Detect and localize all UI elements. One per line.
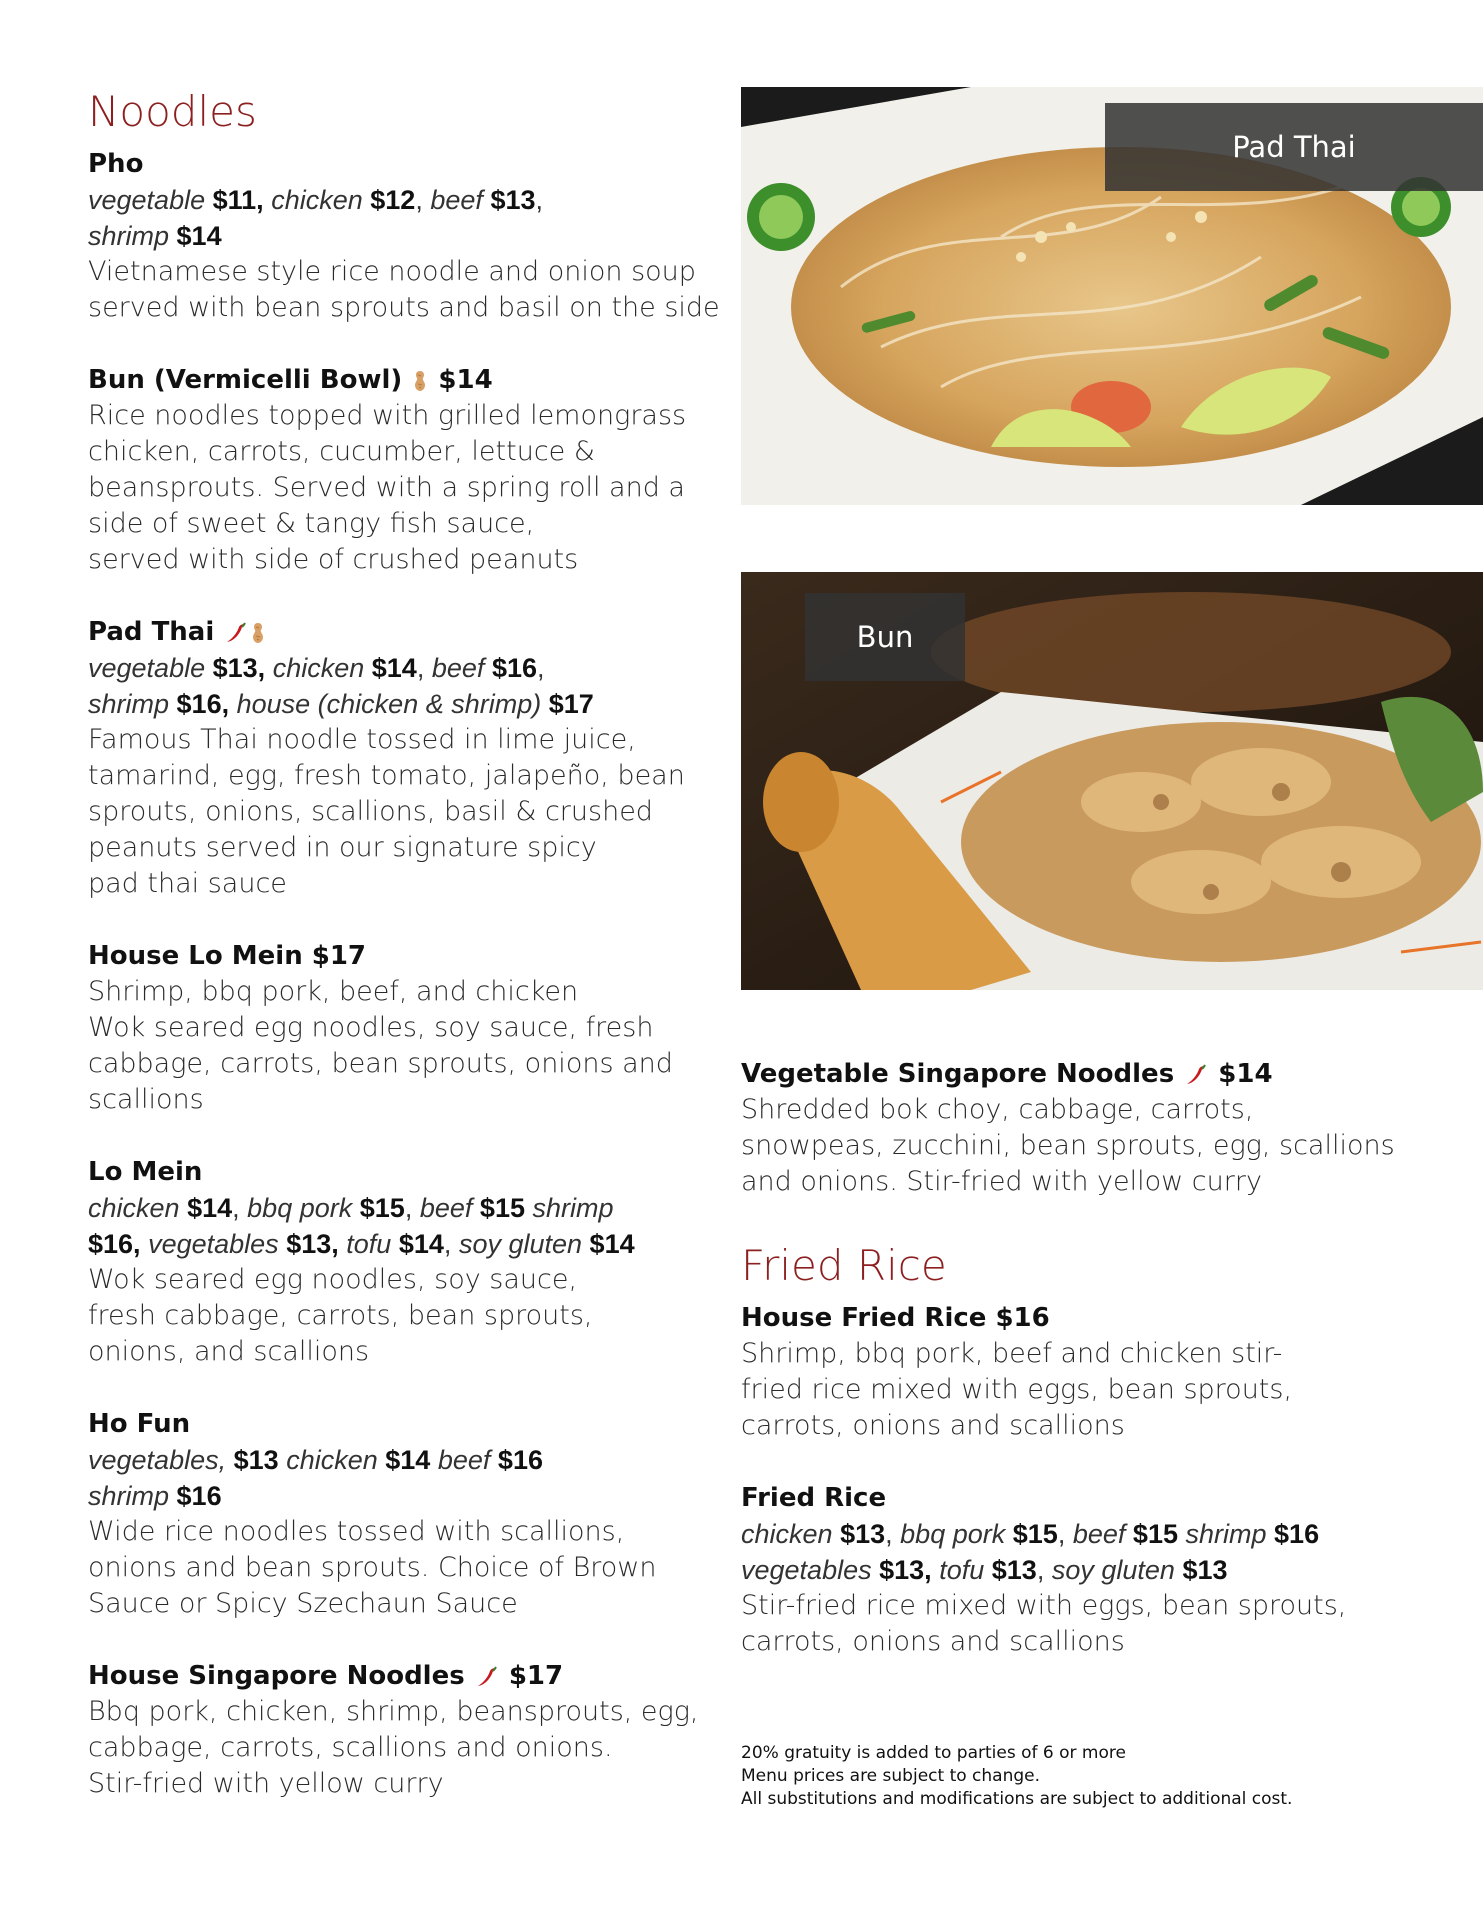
peanut-icon	[413, 370, 427, 392]
item-description	[741, 1336, 1421, 1444]
desc-line: onions, and scallions	[88, 1336, 370, 1367]
price: $13	[490, 185, 536, 215]
separator: ,	[535, 185, 544, 215]
price: $16	[491, 653, 537, 683]
item-name: House Lo Mein $17	[88, 941, 367, 971]
desc-line: Vietnamese style rice noodle and onion soup	[88, 256, 696, 287]
price: $15	[479, 1193, 525, 1223]
desc-line: Rice noodles topped with grilled lemongrass	[88, 400, 687, 431]
desc-line: Wok seared egg noodles, soy sauce,	[88, 1264, 578, 1295]
photo-label: Pad Thai	[1105, 103, 1483, 191]
desc-line: fried rice mixed with eggs, bean sprouts,	[741, 1374, 1293, 1405]
price-line	[88, 1478, 728, 1514]
desc-line: chicken, carrots, cucumber, lettuce &	[88, 436, 595, 467]
item-name	[88, 614, 728, 650]
price: $14	[438, 365, 493, 395]
price: $17	[548, 689, 594, 719]
option-label: beef	[437, 1445, 491, 1475]
price: $12	[370, 185, 416, 215]
separator: ,	[1057, 1519, 1066, 1549]
desc-line: onions and bean sprouts. Choice of Brown	[88, 1552, 657, 1583]
option-label: shrimp	[532, 1193, 614, 1223]
photo-label: Bun	[805, 593, 965, 681]
item-name-text: Vegetable Singapore Noodles	[741, 1059, 1175, 1089]
option-label: beef	[431, 653, 485, 683]
option-label: beef	[1072, 1519, 1126, 1549]
item-name	[88, 362, 728, 398]
left-column	[88, 86, 728, 1838]
option-label: shrimp	[88, 689, 170, 719]
price: $15	[1012, 1519, 1058, 1549]
item-description	[88, 722, 728, 902]
desc-line: Famous Thai noodle tossed in lime juice,	[88, 724, 636, 755]
separator: ,	[537, 653, 545, 683]
option-label: soy gluten	[1051, 1555, 1175, 1585]
desc-line: beansprouts. Served with a spring roll and a	[88, 472, 685, 503]
item-name	[88, 1658, 728, 1694]
footer-price-note: Menu prices are subject to change.	[741, 1766, 1041, 1786]
desc-line: Wide rice noodles tossed with scallions,	[88, 1516, 625, 1547]
desc-line: scallions	[88, 1084, 204, 1115]
price: $13	[991, 1555, 1037, 1585]
desc-line: pad thai sauce	[88, 868, 287, 899]
desc-line: carrots, onions and scallions	[741, 1410, 1125, 1441]
price: $16	[497, 1445, 543, 1475]
item-name-text: Bun (Vermicelli Bowl)	[88, 365, 403, 395]
option-label: chicken	[741, 1519, 833, 1549]
price-line	[741, 1552, 1421, 1588]
separator: ,	[443, 1229, 452, 1259]
option-label: beef	[419, 1193, 473, 1223]
price-line	[88, 1226, 728, 1262]
menu-item-pho	[88, 146, 728, 326]
menu-item-vegetable-singapore-noodles	[741, 1056, 1421, 1200]
footer-gratuity-note: 20% gratuity is added to parties of 6 or more	[741, 1743, 1126, 1763]
price-line	[88, 1442, 728, 1478]
chili-pepper-icon	[476, 1666, 498, 1688]
price: $13	[840, 1519, 886, 1549]
chili-pepper-icon	[225, 622, 247, 644]
price: $15	[359, 1193, 405, 1223]
option-label: shrimp	[88, 221, 170, 251]
price-line	[88, 182, 728, 218]
item-description	[88, 974, 728, 1118]
option-label: vegetable	[88, 653, 206, 683]
desc-line: tamarind, egg, fresh tomato, jalapeño, bean	[88, 760, 685, 791]
option-label: bbq pork	[247, 1193, 353, 1223]
separator: ,	[232, 1193, 240, 1223]
desc-line: served with bean sprouts and basil on the side	[88, 292, 720, 323]
price: $16,	[176, 689, 230, 719]
option-label: tofu	[346, 1229, 392, 1259]
footer-substitution-note: All substitutions and modifications are subject to additional cost.	[741, 1789, 1293, 1809]
price: $15	[1132, 1519, 1178, 1549]
desc-line: side of sweet & tangy fish sauce,	[88, 508, 535, 539]
item-name: Pho	[88, 149, 144, 179]
item-description	[741, 1092, 1421, 1200]
desc-line: snowpeas, zucchini, bean sprouts, egg, scallions	[741, 1130, 1395, 1161]
price-line	[741, 1516, 1421, 1552]
desc-line: cabbage, carrots, bean sprouts, onions and	[88, 1048, 673, 1079]
price: $14	[589, 1229, 635, 1259]
section-title-noodles: Noodles	[88, 87, 257, 136]
option-label: beef	[430, 185, 483, 215]
desc-line: Sauce or Spicy Szechaun Sauce	[88, 1588, 518, 1619]
bun-photo	[741, 572, 1483, 990]
price: $11,	[212, 185, 264, 215]
price: $17	[508, 1661, 564, 1691]
separator: ,	[1036, 1555, 1045, 1585]
desc-line: fresh cabbage, carrots, bean sprouts,	[88, 1300, 593, 1331]
desc-line: served with side of crushed peanuts	[88, 544, 579, 575]
separator: ,	[885, 1519, 893, 1549]
option-label: house (chicken & shrimp)	[236, 689, 542, 719]
item-name-text: House Singapore Noodles	[88, 1661, 465, 1691]
pad-thai-photo	[741, 87, 1483, 505]
price: $13	[1182, 1555, 1228, 1585]
footer-notes	[741, 1742, 1441, 1811]
option-label: vegetables,	[88, 1445, 227, 1475]
option-label: vegetable	[88, 185, 206, 215]
option-label: shrimp	[1185, 1519, 1267, 1549]
menu-item-house-fried-rice	[741, 1300, 1421, 1444]
option-label: bbq pork	[900, 1519, 1006, 1549]
desc-line: Shrimp, bbq pork, beef, and chicken	[88, 976, 579, 1007]
menu-item-bun	[88, 362, 728, 578]
price: $13,	[212, 653, 266, 683]
desc-line: Wok seared egg noodles, soy sauce, fresh	[88, 1012, 654, 1043]
separator: ,	[404, 1193, 413, 1223]
price: $14	[398, 1229, 444, 1259]
menu-item-ho-fun	[88, 1406, 728, 1622]
menu-item-lo-mein	[88, 1154, 728, 1370]
option-label: chicken	[272, 653, 365, 683]
menu-item-house-singapore-noodles	[88, 1658, 728, 1802]
item-name	[741, 1056, 1421, 1092]
item-name: Fried Rice	[741, 1483, 887, 1513]
menu-item-pad-thai	[88, 614, 728, 902]
option-label: shrimp	[88, 1481, 170, 1511]
price: $13	[233, 1445, 279, 1475]
desc-line: Shredded bok choy, cabbage, carrots,	[741, 1094, 1254, 1125]
desc-line: peanuts served in our signature spicy	[88, 832, 597, 863]
item-name-text: Pad Thai	[88, 617, 215, 647]
price: $16,	[88, 1229, 141, 1259]
desc-line: Bbq pork, chicken, shrimp, beansprouts, egg,	[88, 1696, 699, 1727]
option-label: vegetables	[148, 1229, 279, 1259]
option-label: chicken	[88, 1193, 180, 1223]
item-description	[88, 398, 728, 578]
option-label: soy gluten	[458, 1229, 583, 1259]
item-description	[88, 254, 728, 326]
desc-line: carrots, onions and scallions	[741, 1626, 1125, 1657]
desc-line: Stir-fried with yellow curry	[88, 1768, 444, 1799]
option-label: tofu	[939, 1555, 985, 1585]
price: $13,	[286, 1229, 339, 1259]
option-label: chicken	[286, 1445, 378, 1475]
item-description	[88, 1514, 728, 1622]
item-name: Lo Mein	[88, 1157, 203, 1187]
desc-line: sprouts, onions, scallions, basil & crushed	[88, 796, 653, 827]
separator: ,	[416, 653, 425, 683]
price: $14	[1218, 1059, 1273, 1089]
price-line	[88, 1190, 728, 1226]
right-column	[741, 1056, 1421, 1696]
chili-pepper-icon	[1185, 1064, 1207, 1086]
option-label: vegetables	[741, 1555, 872, 1585]
price: $14	[371, 653, 417, 683]
menu-item-house-lo-mein	[88, 938, 728, 1118]
item-description	[741, 1588, 1421, 1660]
desc-line: Shrimp, bbq pork, beef and chicken stir-	[741, 1338, 1283, 1369]
item-description	[88, 1694, 728, 1802]
price: $13,	[879, 1555, 932, 1585]
price: $14	[176, 221, 222, 251]
item-name: Ho Fun	[88, 1409, 191, 1439]
section-title-fried-rice: Fried Rice	[741, 1241, 947, 1290]
price: $16	[1274, 1519, 1320, 1549]
price-line	[88, 218, 728, 254]
menu-item-fried-rice	[741, 1480, 1421, 1660]
separator: ,	[415, 185, 423, 215]
peanut-icon	[251, 622, 265, 644]
price-line	[88, 686, 728, 722]
desc-line: cabbage, carrots, scallions and onions.	[88, 1732, 613, 1763]
price: $14	[187, 1193, 233, 1223]
item-description	[88, 1262, 728, 1370]
item-name: House Fried Rice $16	[741, 1303, 1050, 1333]
price: $14	[385, 1445, 431, 1475]
option-label: chicken	[271, 185, 363, 215]
desc-line: and onions. Stir-fried with yellow curry	[741, 1166, 1262, 1197]
price-line	[88, 650, 728, 686]
desc-line: Stir-fried rice mixed with eggs, bean sprouts,	[741, 1590, 1347, 1621]
price: $16	[176, 1481, 222, 1511]
